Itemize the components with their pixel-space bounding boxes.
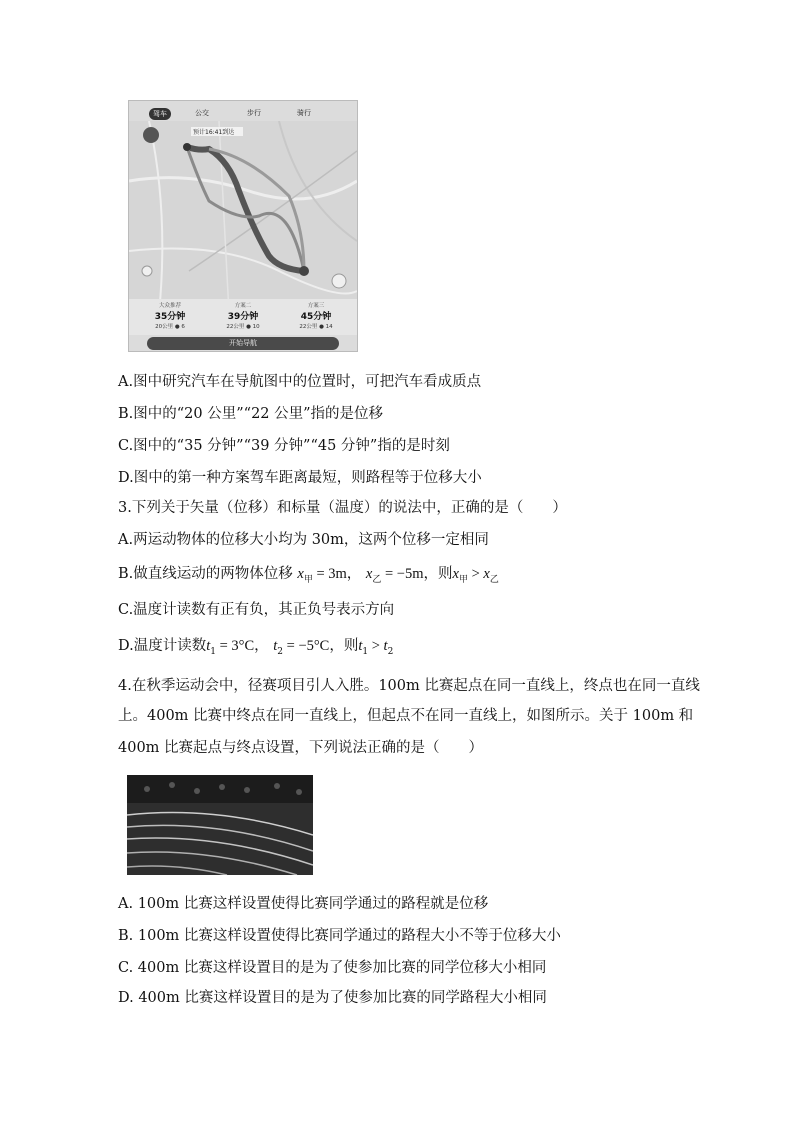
nav-tabs — [129, 105, 357, 121]
running-track-photo — [127, 775, 313, 875]
q3-option-c: C.温度计读数有正有负，其正负号表示方向 — [118, 602, 395, 618]
q3-option-b: B.做直线运动的两物体位移 $x_甲 = 3m$， $x_乙 = -5m$，则$x_甲 > x_乙$ — [118, 566, 499, 585]
q3-stem: 3.下列关于矢量（位移）和标量（温度）的说法中，正确的是（ ） — [118, 500, 567, 516]
plan-3: 方案三 45分钟 22公里 ● 14 — [299, 303, 333, 330]
route-map — [129, 121, 357, 313]
q4-option-c: C. 400m 比赛这样设置目的是为了使参加比赛的同学位移大小相同 — [118, 960, 547, 976]
q3-option-d: D.温度计读数$t_1 = 3^\circ C$， $t_2 = -5^\circ C$，则$t_1 > t_2$ — [118, 638, 394, 657]
tab-walk: 步行 — [247, 109, 261, 117]
q2-option-d: D.图中的第一种方案驾车距离最短，则路程等于位移大小 — [118, 470, 482, 486]
q2-option-b: B.图中的“20 公里”“22 公里”指的是位移 — [118, 406, 384, 422]
q4-option-b: B. 100m 比赛这样设置使得比赛同学通过的路程大小不等于位移大小 — [118, 928, 561, 944]
q3-option-a: A.两运动物体的位移大小均为 30m，这两个位移一定相同 — [118, 532, 489, 548]
q4-stem-line3: 400m 比赛起点与终点设置，下列说法正确的是（ ） — [118, 740, 484, 756]
tab-drive: 驾车 — [149, 108, 171, 120]
q4-stem-line1: 4.在秋季运动会中，径赛项目引人入胜。100m 比赛起点在同一直线上，终点也在同一直线 — [118, 678, 700, 694]
plan-1: 大众推荐 35分钟 20公里 ● 6 — [154, 303, 186, 330]
tab-bike: 骑行 — [297, 109, 311, 117]
start-navigation-button: 开始导航 — [147, 337, 339, 350]
eta-label: 预计16:41到达 — [193, 129, 235, 136]
q2-option-c: C.图中的“35 分钟”“39 分钟”“45 分钟”指的是时刻 — [118, 438, 450, 454]
tab-bus: 公交 — [195, 109, 209, 117]
q4-option-a: A. 100m 比赛这样设置使得比赛同学通过的路程就是位移 — [118, 896, 489, 912]
route-plans — [129, 299, 357, 335]
navigation-screenshot — [128, 100, 358, 352]
plan-2: 方案二 39分钟 22公里 ● 10 — [226, 303, 260, 330]
q4-stem-line2: 上。400m 比赛中终点在同一直线上，但起点不在同一直线上，如图所示。关于 100m 和 — [118, 708, 694, 724]
q4-option-d: D. 400m 比赛这样设置目的是为了使参加比赛的同学路程大小相同 — [118, 990, 547, 1006]
q2-option-a: A.图中研究汽车在导航图中的位置时，可把汽车看成质点 — [118, 374, 482, 390]
